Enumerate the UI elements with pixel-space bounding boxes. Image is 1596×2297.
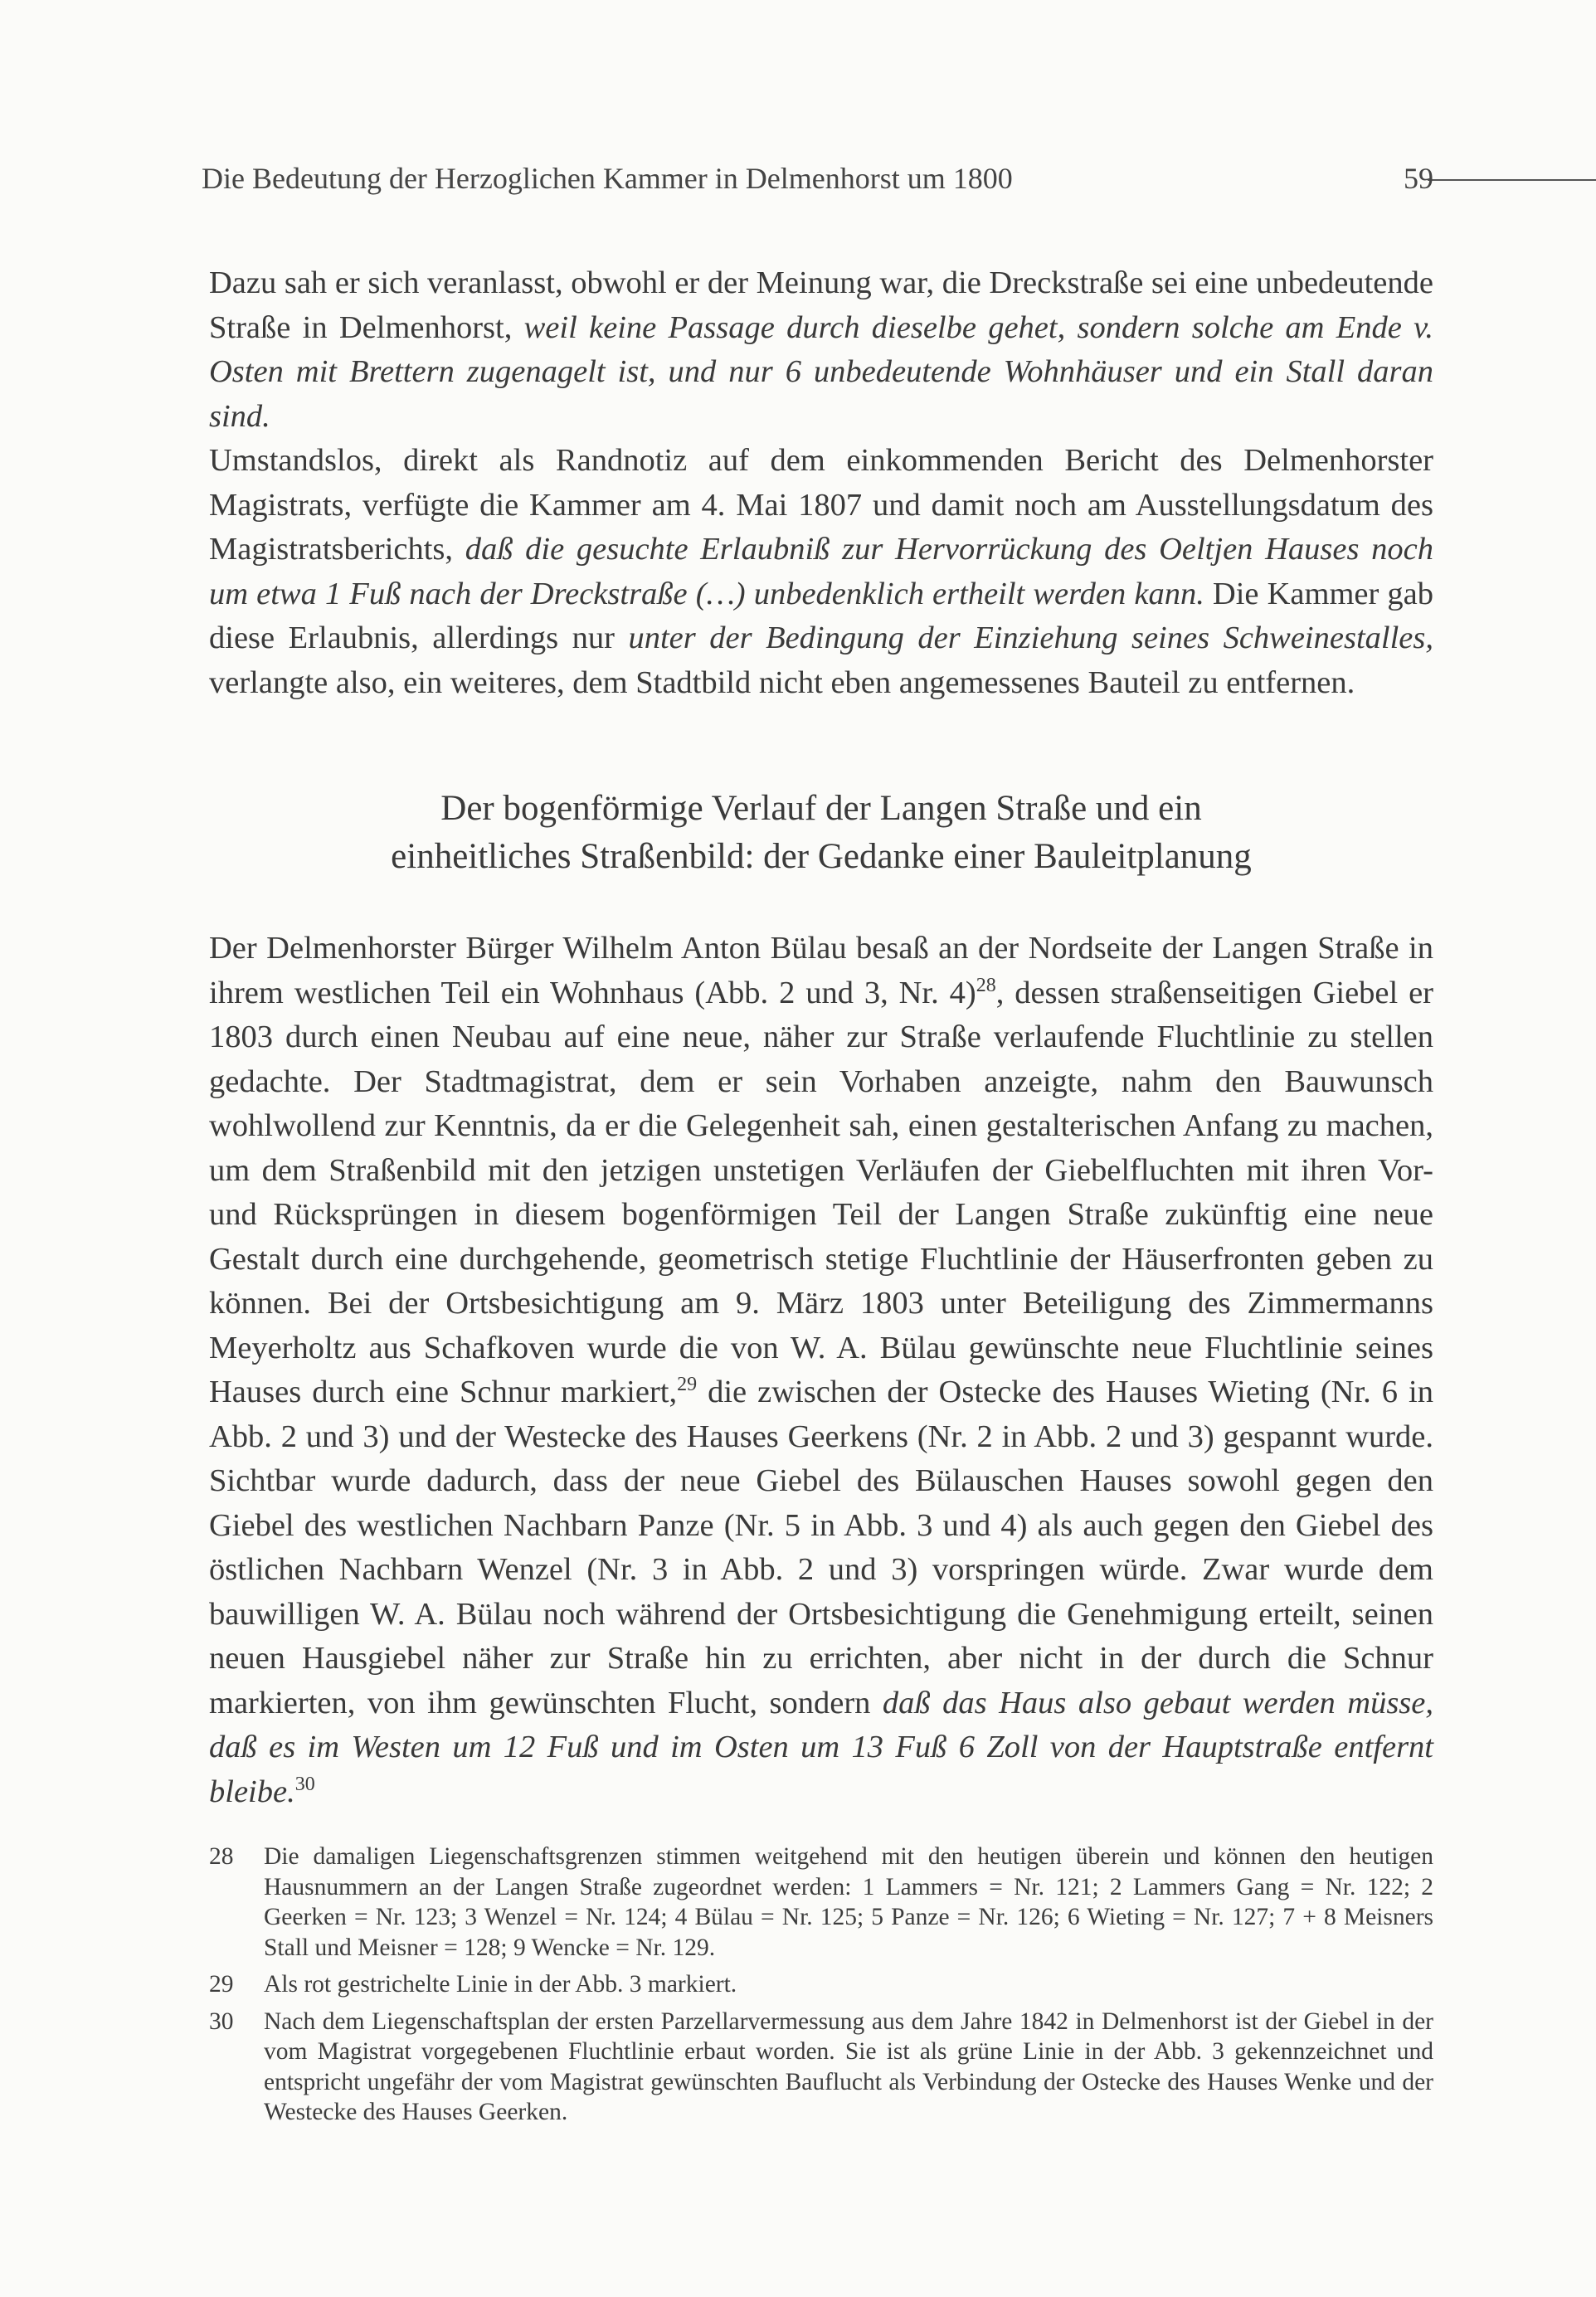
footnote-ref-28[interactable]: 28	[976, 974, 996, 996]
quotation-italic: unter der Bedingung der Einziehung seines Schweinestalles,	[628, 620, 1433, 655]
page-number: 59	[1404, 162, 1433, 195]
text-run: verlangte also, ein weiteres, dem Stadtbild nicht eben angemessenes Bauteil zu entfernen.	[209, 664, 1355, 700]
quotation-italic: weil keine Passage durch dieselbe gehet, sondern solche am Ende v. Osten mit Brettern zugenagelt ist, und nur 6 unbedeutende Wohnhäuser und ein Stall daran sind.	[209, 309, 1433, 434]
footnote-30	[209, 2007, 1433, 2128]
paragraph-block-1a	[209, 261, 1433, 439]
footnote-28	[209, 1842, 1433, 1963]
text-run: die zwischen der Ostecke des Hauses Wieting (Nr. 6 in Abb. 2 und 3) und der Westecke des Hauses Geerkens (Nr. 2 in Abb. 2 und 3) gespannt wurde. Sichtbar wurde dadurch, dass der neue Giebel des Bülauschen Hauses sowohl gegen den Giebel des westlichen Nachbarn Panze (Nr. 5 in Abb. 3 und 4) als auch gegen den Giebel des östlichen Nachbarn Wenzel (Nr. 3 in Abb. 2 und 3) vorspringen würde. Zwar wurde dem bauwilligen W. A. Bülau noch während der Ortsbesichtigung die Genehmigung erteilt, seinen neuen Hausgiebel näher zur Straße hin zu errichten, aber nicht in der durch die Schnur markierten, von ihm gewünschten Flucht, sondern	[209, 1375, 1433, 1720]
footnote-number: 28	[209, 1843, 234, 1870]
quotation-italic: daß das Haus also gebaut werden müsse, daß es im Westen um 12 Fuß und im Osten um 13 Fuß 6 Zoll von der Hauptstraße entfernt bleibe.	[209, 1685, 1434, 1809]
body-paragraph-2	[209, 927, 1433, 1814]
footnote-text: Als rot gestrichelte Linie in der Abb. 3 markiert.	[264, 1971, 737, 1998]
footnote-text: Nach dem Liegenschaftsplan der ersten Parzellarvermessung aus dem Jahre 1842 in Delmenhorst ist der Giebel in der vom Magistrat vorgegebenen Fluchtlinie erbaut worden. Sie ist als grüne Linie in der Abb. 3 gekennzeichnet und entspricht ungefähr der vom Magistrat gewünschten Bauflucht als Verbindung der Ostecke des Hauses Wenke und der Westecke des Hauses Geerken.	[264, 2007, 1433, 2125]
running-head-title: Die Bedeutung der Herzoglichen Kammer in Delmenhorst um 1800	[202, 162, 1013, 195]
paragraph-block-2	[209, 927, 1433, 1814]
footnote-number: 30	[209, 2007, 234, 2035]
section-heading-line-1: Der bogenförmige Verlauf der Langen Straße und ein	[440, 789, 1202, 828]
running-head	[202, 158, 1433, 199]
text-run: , dessen straßenseitigen Giebel er 1803 durch einen Neubau auf eine neue, näher zur Straße verlaufende Fluchtlinie zu stellen gedachte. Der Stadtmagistrat, dem er sein Vorhaben anzeigte, nahm den Bauwunsch wohlwollend zur Kenntnis, da er die Gelegenheit sah, einen gestalterischen Anfang zu machen, um dem Straßenbild mit den jetzigen unstetigen Verläufen der Giebelfluchten mit ihren Vor- und Rücksprüngen in diesem bogenförmigen Teil der Langen Straße zukünftig eine neue Gestalt durch eine durchgehende, geometrisch stetige Fluchtlinie der Häuserfronten geben zu können. Bei der Ortsbesichtigung am 9. März 1803 unter Beteiligung des Zimmermanns Meyerholtz aus Schafkoven wurde die von W. A. Bülau gewünschte neue Fluchtlinie seines Hauses durch eine Schnur markiert,	[209, 975, 1433, 1409]
footnote-number: 29	[209, 1971, 234, 1998]
footnote-ref-29[interactable]: 29	[677, 1374, 698, 1395]
footnote-ref-30[interactable]: 30	[294, 1773, 315, 1795]
text-run: Umstandslos, direkt als Randnotiz auf dem einkommenden Bericht des Delmenhorster Magistrats, verfügte die Kammer am 4. Mai 1807 und damit noch am Ausstellungsdatum des Magistratsberichts,	[209, 443, 1433, 567]
text-run: Der Delmenhorster Bürger Wilhelm Anton Bülau besaß an der Nordseite der Langen Straße in ihrem westlichen Teil ein Wohnhaus (Abb. 2 und 3, Nr. 4)	[209, 931, 1433, 1010]
section-heading	[209, 785, 1433, 881]
quotation-italic: daß die gesuchte Erlaubniß zur Hervorrückung des Oeltjen Hauses noch um etwa 1 Fuß nach der Dreckstraße (…) unbedenklich ertheilt werden kann.	[209, 532, 1433, 611]
running-head-rule	[1428, 179, 1596, 181]
paragraph-block-1b	[209, 439, 1433, 705]
footnote-text: Die damaligen Liegenschaftsgrenzen stimmen weitgehend mit den heutigen überein und können den heutigen Hausnummern an der Langen Straße zugeordnet werden: 1 Lammers = Nr. 121; 2 Lammers Gang = Nr. 122; 2 Geerken = Nr. 123; 3 Wenzel = Nr. 124; 4 Bülau = Nr. 125; 5 Panze = Nr. 126; 6 Wieting = Nr. 127; 7 + 8 Meisners Stall und Meisner = 128; 9 Wencke = Nr. 129.	[264, 1843, 1433, 1961]
body-paragraph-1	[209, 261, 1433, 705]
text-run: Die Kammer gab diese Erlaubnis, allerdings nur	[209, 576, 1433, 655]
text-run: Dazu sah er sich veranlasst, obwohl er der Meinung war, die Dreckstraße sei eine unbedeutende Straße in Delmenhorst,	[209, 265, 1433, 345]
footnote-29	[209, 1969, 1433, 2000]
footnotes	[209, 1842, 1433, 2134]
section-heading-line-2: einheitliches Straßenbild: der Gedanke einer Bauleitplanung	[391, 837, 1252, 876]
